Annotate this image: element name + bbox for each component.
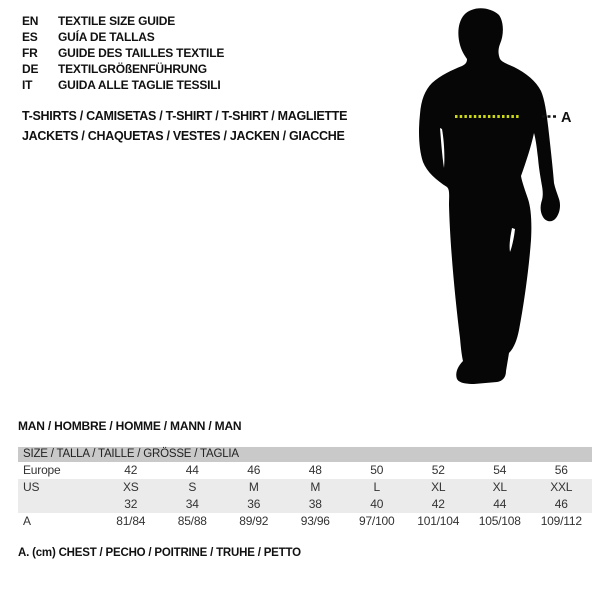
language-list [22,13,224,93]
size-cell: 46 [247,463,261,477]
size-cell: 32 [124,497,138,511]
row-label-europe: Europe [23,463,61,477]
man-silhouette-figure [403,0,600,400]
size-cell: 52 [431,463,445,477]
lang-code: ES [22,30,38,44]
measure-label-a: A [561,110,572,126]
size-cell: 36 [247,497,261,511]
lang-row-fr [22,45,224,61]
lang-code: FR [22,46,38,60]
lang-code: DE [22,62,39,76]
category-line-tshirts: T-SHIRTS / CAMISETAS / T-SHIRT / T-SHIRT / MAGLIETTE [22,109,348,123]
size-cell: M [310,480,321,494]
size-table [18,447,592,530]
size-cell: 93/96 [300,514,330,528]
size-cell: 46 [554,497,568,511]
size-cell: 85/88 [177,514,207,528]
size-cell: 40 [370,497,384,511]
table-row-us-numeric [18,496,592,513]
category-block [22,106,347,146]
table-row-europe [18,462,592,479]
size-cell: S [188,480,197,494]
lang-label: GUIDA ALLE TAGLIE TESSILI [58,78,221,92]
size-cell: 81/84 [116,514,146,528]
size-cell: M [248,480,259,494]
lang-row-it [22,77,224,93]
section-title-man: MAN / HOMBRE / HOMME / MANN / MAN [18,419,242,433]
footnote-chest-measure: A. (cm) CHEST / PECHO / POITRINE / TRUHE / PETTO [18,547,301,559]
row-label-blank [18,496,100,513]
size-cell: XS [122,480,139,494]
lang-label: TEXTILE SIZE GUIDE [58,14,176,28]
table-row-chest [18,513,592,530]
size-cell: 89/92 [239,514,269,528]
lang-label: GUÍA DE TALLAS [58,30,155,44]
size-cell: XL [492,480,507,494]
size-table-header: SIZE / TALLA / TAILLE / GRÖSSE / TAGLIA [18,447,592,462]
size-cell: 50 [370,463,384,477]
lang-row-en [22,13,224,29]
size-cell: 101/104 [417,514,460,528]
size-cell: 42 [124,463,138,477]
size-cell: 109/112 [540,514,582,528]
size-cell: 38 [308,497,322,511]
size-cell: 105/108 [478,514,521,528]
category-line-jackets: JACKETS / CHAQUETAS / VESTES / JACKEN / GIACCHE [22,129,345,143]
size-cell: 34 [185,497,199,511]
row-label-a: A [23,514,31,528]
size-cell: XXL [550,480,573,494]
lang-label: TEXTILGRÖßENFÜHRUNG [58,62,207,76]
lang-code: EN [22,14,39,28]
size-cell: 54 [493,463,507,477]
table-row-us [18,479,592,496]
lang-row-de [22,61,224,77]
size-cell: 44 [185,463,199,477]
lang-row-es [22,29,224,45]
lang-label: GUIDE DES TAILLES TEXTILE [58,46,225,60]
size-cell: L [373,480,380,494]
size-cell: 97/100 [358,514,395,528]
size-cell: XL [431,480,446,494]
size-cell: 56 [554,463,568,477]
size-cell: 44 [493,497,507,511]
size-cell: 48 [308,463,322,477]
lang-code: IT [22,78,33,92]
size-cell: 42 [431,497,445,511]
row-label-us: US [23,480,40,494]
man-silhouette [419,8,560,384]
